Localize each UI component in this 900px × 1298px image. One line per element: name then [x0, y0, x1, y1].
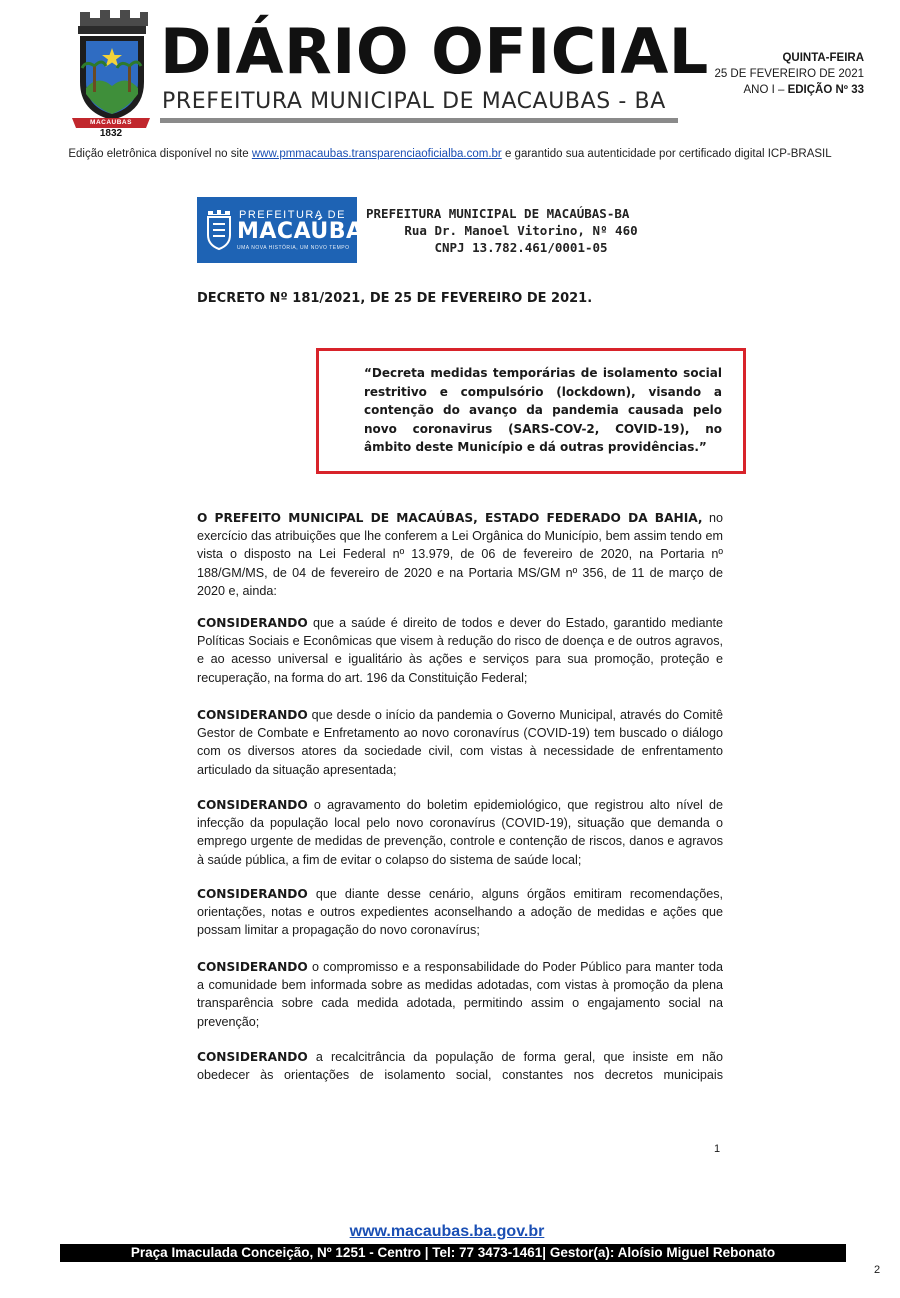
considerando-lead: CONSIDERANDO [197, 798, 308, 812]
notice-before: Edição eletrônica disponível no site [68, 148, 252, 160]
considerando-paragraph [197, 885, 723, 940]
crest-year: 1832 [99, 128, 123, 139]
prefeitura-logo [197, 197, 380, 263]
considerando-paragraph [197, 614, 723, 687]
crest-ribbon-label: MACAUBAS [90, 119, 132, 126]
issue-info [714, 50, 864, 98]
considerando-text: o agravamento do boletim epidemiológico, que registrou alto nível de infecção da população local pelo novo coronavírus (COVID-19), situação que demanda o emprego urgente de medidas de prevenção, controle e contenção de riscos, danos e agravos à saúde pública, a fim de evitar o colapso do sistema de saúde local; [197, 798, 723, 867]
transparency-portal-link[interactable]: www.pmmacaubas.transparenciaoficialba.com.br [251, 148, 502, 160]
considerando-paragraph [197, 796, 723, 869]
considerando-paragraph [197, 958, 723, 1031]
electronic-edition-notice [0, 147, 900, 161]
issue-weekday: QUINTA-FEIRA [782, 52, 864, 64]
gazette-subtitle: PREFEITURA MUNICIPAL DE MACAUBAS - BA [162, 89, 666, 114]
footer-address-bar: Praça Imaculada Conceição, Nº 1251 - Centro | Tel: 77 3473-1461| Gestor(a): Aloísio Miguel Rebonato [60, 1244, 846, 1262]
letterhead-line-2: Rua Dr. Manoel Vitorino, Nº 460 [404, 223, 638, 238]
document-page-number: 1 [714, 1143, 721, 1155]
considerando-text: que desde o início da pandemia o Governo Municipal, através do Comitê Gestor de Combate e Enfretamento ao novo coronavírus (COVID-19) tem buscado o diálogo com os diversos atores da sociedade civil, com vistas à necessidade de enfrentamento articulado da situação apresentada; [197, 708, 723, 777]
letterhead-line-1: PREFEITURA MUNICIPAL DE MACAÚBAS-BA [366, 206, 630, 221]
issue-date: 25 DE FEVEREIRO DE 2021 [714, 68, 864, 80]
issue-edition [714, 82, 864, 98]
preamble-lead: O PREFEITO MUNICIPAL DE MACAÚBAS, ESTADO FEDERADO DA BAHIA, [197, 511, 703, 525]
logo-prefeitura-label: PREFEITURA DE [239, 209, 346, 221]
footer-website [0, 1222, 894, 1242]
letterhead-address [366, 205, 716, 256]
considerando-lead: CONSIDERANDO [197, 887, 308, 901]
edition-number: EDIÇÃO Nº 33 [787, 84, 864, 96]
city-website-link[interactable]: www.macaubas.ba.gov.br [349, 1223, 545, 1240]
gazette-title: DIÁRIO OFICIAL [160, 15, 709, 88]
decree-title: DECRETO Nº 181/2021, DE 25 DE FEVEREIRO DE 2021. [197, 291, 593, 306]
considerando-lead: CONSIDERANDO [197, 960, 308, 974]
notice-after: e garantido sua autenticidade por certificado digital ICP-BRASIL [501, 148, 832, 160]
municipal-crest-icon [68, 8, 154, 140]
considerando-lead: CONSIDERANDO [197, 1050, 308, 1064]
logo-slogan: UMA NOVA HISTÓRIA, UM NOVO TEMPO [237, 245, 350, 251]
considerando-paragraph [197, 1048, 723, 1084]
preamble-paragraph [197, 509, 723, 600]
masthead-rule [160, 118, 678, 123]
considerando-text: a recalcitrância da população de forma geral, que insiste em não obedecer às orientações de isolamento social, constantes nos decretos municipais [197, 1050, 723, 1083]
considerando-paragraph [197, 706, 723, 779]
considerando-text: o compromisso e a responsabilidade do Poder Público para manter toda a comunidade bem informada sobre as medidas adotadas, com vistas à promoção da plena transparência sobre cada medida adotada, permitindo assim o engajamento social na prevenção; [197, 960, 723, 1029]
letterhead-line-3: CNPJ 13.782.461/0001-05 [434, 240, 608, 255]
ementa-text: “Decreta medidas temporárias de isolamento social restritivo e compulsório (lockdown), visando a contenção do avanço da pandemia causada pelo novo coronavirus (SARS-COV-2, COVID-19), no âmbito deste Município e dá outras providências.” [364, 366, 722, 454]
edition-prefix: ANO I – [743, 84, 788, 96]
gazette-page-number: 2 [874, 1264, 881, 1276]
considerando-text: que a saúde é direito de todos e dever do Estado, garantido mediante Políticas Sociais e Econômicas que visem à redução do risco de doença e de outros agravos, e ao acesso universal e igualitário às ações e serviços para sua promoção, proteção e recuperação, na forma do art. 196 da Constituição Federal; [197, 616, 723, 685]
preamble-text: no exercício das atribuições que lhe conferem a Lei Orgânica do Município, bem assim tendo em vista o disposto na Lei Federal nº 13.979, de 06 de fevereiro de 2020, na Portaria nº 188/GM/MS, de 04 de fevereiro de 2020 e na Portaria MS/GM nº 356, de 11 de março de 2020 e, ainda: [197, 511, 723, 598]
considerando-lead: CONSIDERANDO [197, 708, 308, 722]
considerando-lead: CONSIDERANDO [197, 616, 308, 630]
logo-city-name: MACAÚBAS [237, 219, 380, 244]
building-icon [206, 209, 232, 251]
considerando-text: que diante desse cenário, alguns órgãos emitiram recomendações, orientações, notas e outros expedientes aconselhando a adoção de medidas e ações que possam limitar a propagação do novo coronavírus; [197, 887, 723, 938]
